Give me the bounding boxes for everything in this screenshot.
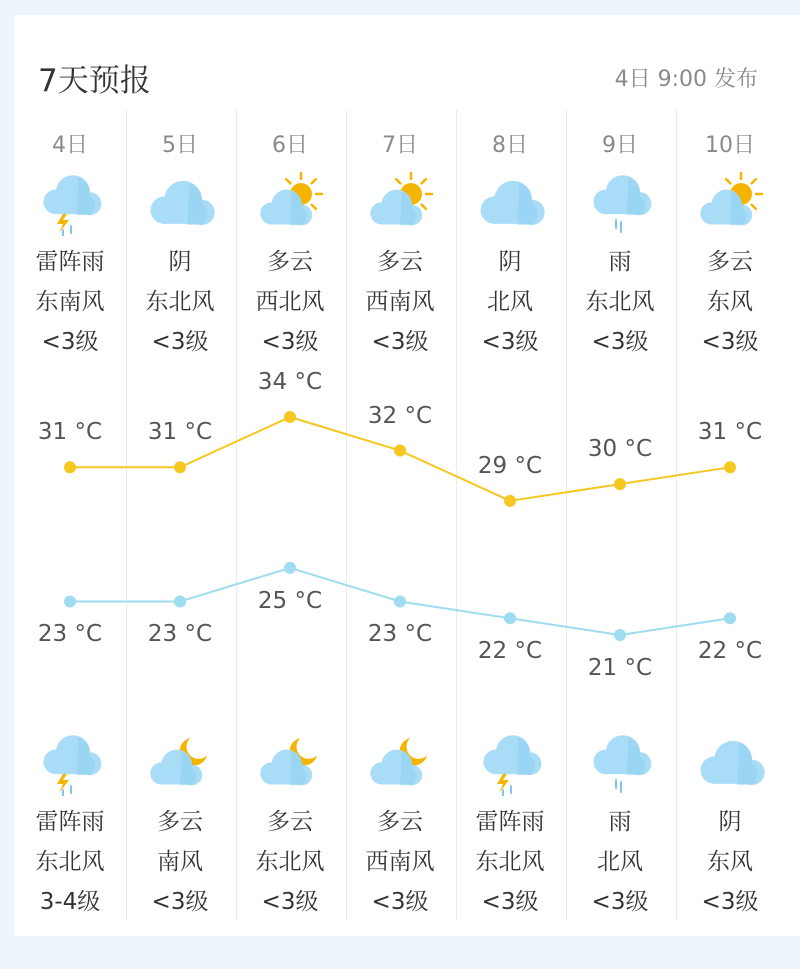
day-date: 10日 [705,133,755,158]
night-weather: 多云 [267,809,313,835]
day-weather: 雷阵雨 [35,249,105,275]
day-wind-level: <3级 [481,329,539,355]
high-temp-label: 31 °C [147,419,213,446]
high-temp-label: 29 °C [477,452,543,479]
day-date: 7日 [382,133,418,158]
low-temp-label: 23 °C [37,621,103,648]
night-wind-direction: 东风 [707,849,753,875]
low-temp-point [504,612,516,624]
low-temp-label: 23 °C [147,621,213,648]
night-wind-level: 3-4级 [39,889,101,915]
day-wind-direction: 东北风 [145,289,215,315]
night-weather: 雷阵雨 [35,809,105,835]
day-weather: 雨 [608,249,632,275]
night-wind-direction: 北风 [597,849,643,875]
day-date: 8日 [492,133,528,158]
low-temp-point [64,595,76,607]
day-wind-level: <3级 [701,329,759,355]
day-wind-direction: 东南风 [35,289,105,315]
night-wind-level: <3级 [481,889,539,915]
high-temp-point [174,461,186,473]
night-wind-direction: 东北风 [255,849,325,875]
high-temp-point [394,445,406,457]
day-wind-direction: 东风 [707,289,753,315]
high-temp-label: 32 °C [367,402,433,429]
high-temp-label: 31 °C [37,419,103,446]
forecast-title: 7天预报 [38,63,151,99]
high-temp-point [284,411,296,423]
day-weather: 多云 [377,249,423,275]
day-wind-level: <3级 [371,329,429,355]
high-temp-point [614,478,626,490]
night-wind-direction: 西南风 [365,849,435,875]
publish-time: 4日 9:00 发布 [614,67,758,92]
night-wind-level: <3级 [151,889,209,915]
low-temp-label: 22 °C [477,638,543,665]
high-temp-label: 31 °C [697,419,763,446]
high-temp-point [724,461,736,473]
night-wind-direction: 东北风 [475,849,545,875]
bottom-bar [0,936,800,969]
day-weather: 多云 [707,249,753,275]
low-temp-label: 25 °C [257,587,323,614]
day-wind-level: <3级 [41,329,99,355]
low-temp-point [284,562,296,574]
low-temp-point [394,595,406,607]
day-weather: 阴 [498,249,522,275]
low-temp-label: 23 °C [367,621,433,648]
day-date: 9日 [602,133,638,158]
day-wind-level: <3级 [261,329,319,355]
high-temp-label: 34 °C [257,369,323,395]
day-weather: 多云 [267,249,313,275]
night-wind-level: <3级 [261,889,319,915]
night-wind-level: <3级 [701,889,759,915]
day-weather: 阴 [168,249,192,275]
low-temp-point [614,629,626,641]
day-wind-direction: 东北风 [585,289,655,315]
day-wind-direction: 北风 [487,289,533,315]
night-weather: 阴 [718,809,742,835]
day-date: 4日 [52,133,88,158]
day-wind-level: <3级 [151,329,209,355]
night-wind-direction: 东北风 [35,849,105,875]
day-wind-direction: 西南风 [365,289,435,315]
low-temp-label: 21 °C [587,655,653,681]
day-wind-direction: 西北风 [255,289,325,315]
night-wind-level: <3级 [371,889,429,915]
night-wind-level: <3级 [591,889,649,915]
day-date: 5日 [162,133,198,158]
night-weather: 多云 [377,809,423,835]
day-date: 6日 [272,133,308,158]
night-wind-direction: 南风 [157,849,203,875]
night-weather: 雨 [608,809,632,835]
low-temp-point [174,595,186,607]
low-temp-point [724,612,736,624]
day-wind-level: <3级 [591,329,649,355]
high-temp-label: 30 °C [587,436,653,463]
high-temp-point [504,495,516,507]
low-temp-label: 22 °C [697,638,763,665]
high-temp-point [64,461,76,473]
night-weather: 雷阵雨 [475,809,545,835]
night-weather: 多云 [157,809,203,835]
